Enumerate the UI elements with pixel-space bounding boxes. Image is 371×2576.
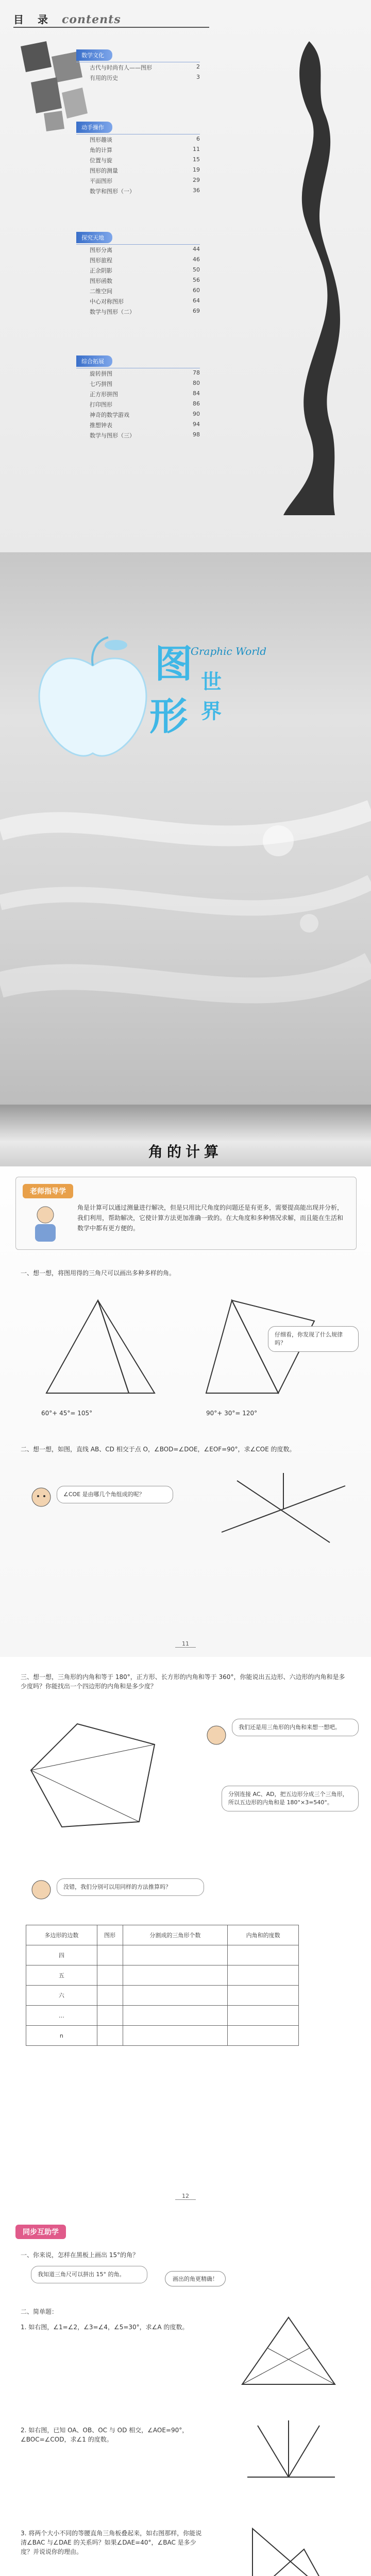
sync-practice-tag: 同步互助学 <box>15 2225 66 2239</box>
toc-section-tab[interactable]: 探究天地 <box>76 232 112 243</box>
teacher-figure-icon <box>25 1202 66 1244</box>
table-row: 五 <box>26 1965 299 1986</box>
toc-item[interactable]: 图形旅程 46 <box>90 256 200 264</box>
toc-divider <box>13 27 209 28</box>
toc-item[interactable]: 位置与旋 15 <box>90 156 200 164</box>
table-row: 六 <box>26 1986 299 2006</box>
cover-title-world: 世界 <box>201 670 222 723</box>
cover-title-en: Graphic World <box>191 645 267 657</box>
toc-item[interactable]: 七巧拼图 80 <box>90 380 200 387</box>
hint-bubble-a: 我们还是用三角形的内角和来想一想吧。 <box>232 1719 359 1736</box>
page-number: 11 <box>175 1640 196 1648</box>
table-header: 多边形的边数 <box>26 1925 97 1945</box>
figure-label-2: 90°+ 30°= 120° <box>206 1410 258 1417</box>
toc-page <box>0 0 371 552</box>
toc-item[interactable]: 数学与图形（三） 98 <box>90 431 200 439</box>
table-header: 内角和的度数 <box>228 1925 299 1945</box>
decorative-swirls-icon <box>0 769 371 1098</box>
triangle-figure-1 <box>237 2312 340 2389</box>
toc-item[interactable]: 图形的测量 19 <box>90 166 200 174</box>
chapter-title: 角的计算 <box>148 1143 223 1160</box>
intro-text: 角是计算可以通过测量进行解决，但是只用比尺角度的问题还是有更多，需要提高能出现并分析，我们利用，帮助解决，它使计算方法更加准确一致的。在大角度和多种情况求解，而且能在生活和数学中都有更方便的。 <box>77 1204 344 1232</box>
question-2: 二、简单题： <box>21 2308 58 2315</box>
figure-label-1: 60°+ 45°= 105° <box>41 1410 93 1417</box>
toc-item[interactable]: 二维空间 60 <box>90 287 200 295</box>
toc-section-3 <box>76 232 200 317</box>
question-2-1: 1. 如右图，∠1=∠2，∠3=∠4，∠5=30°，求∠A 的度数。 <box>21 2324 189 2331</box>
polygon-angle-page <box>0 1657 371 2209</box>
toc-item[interactable]: 神奇的数学游戏 90 <box>90 411 200 418</box>
question-2: 二、想一想，如图，直线 AB、CD 相交于点 O，∠BOD=∠DOE，∠EOF=90°，求∠COE 的度数。 <box>21 1446 296 1453</box>
toc-item[interactable]: 古代与时尚有人——图形 2 <box>90 63 200 71</box>
toc-section-tab[interactable]: 动手操作 <box>76 122 112 133</box>
question-3: 三、想一想，三角形的内角和等于 180°，正方形、长方形的内角和等于 360°，你能说出五边形、六边形的内角和是多少度吗？你能找出一个四边形的内角和是多少度？ <box>21 1673 345 1690</box>
student-face-icon <box>31 1878 52 1901</box>
hint-bubble-2: ∠COE 是由哪几个角组成的呢？ <box>57 1486 173 1503</box>
intersecting-lines-figure <box>216 1470 350 1548</box>
toc-item[interactable]: 推想钟表 94 <box>90 421 200 429</box>
question-2-3: 3. 将两个大小不同的等腰直角三角板叠起来，如右图那样，你能说清∠BAC 与∠DAE 的关系吗？如果∠DAE=40°，∠BAC 是多少度？并说说你的理由。 <box>21 2530 202 2555</box>
toc-section-4 <box>76 355 200 440</box>
toc-heading-en: contents <box>61 13 121 26</box>
angle-calc-page <box>0 1105 371 1657</box>
toc-section-1 <box>76 49 200 83</box>
sync-practice-page <box>0 2209 371 2576</box>
angle-figure-2 <box>237 2415 340 2493</box>
cover-title <box>149 642 267 739</box>
question-2-2: 2. 如右图，已知 OA、OB、OC 与 OD 相交，∠AOE=90°，∠BOC=∠COD，求∠1 的度数。 <box>21 2427 189 2443</box>
toc-item[interactable]: 正方形拼图 84 <box>90 390 200 398</box>
toc-item[interactable]: 打印图形 86 <box>90 400 200 408</box>
pentagon-figure <box>21 1714 175 1837</box>
hint-pill: 画出的角更精确！ <box>165 2271 226 2286</box>
toc-item[interactable]: 平面图形 29 <box>90 177 200 184</box>
toc-item[interactable]: 正余阴影 50 <box>90 266 200 274</box>
student-face-icon <box>31 1486 52 1509</box>
right-triangle-figure <box>242 2518 340 2576</box>
student-face-icon <box>206 1724 227 1747</box>
teacher-guide-tag: 老师指导学 <box>23 1184 73 1198</box>
toc-item[interactable]: 有用的历史 3 <box>90 74 200 81</box>
table-header: 图形 <box>97 1925 123 1945</box>
toc-item[interactable]: 中心对称图形 64 <box>90 297 200 305</box>
toc-item[interactable]: 数学和图形（一） 36 <box>90 187 200 195</box>
toc-item[interactable]: 旋转拼图 78 <box>90 369 200 377</box>
hint-bubble-1: 仔细看，你发现了什么规律吗？ <box>268 1326 359 1352</box>
hint-bubble-1: 我知道三角尺可以拼出 15° 的角。 <box>31 2266 147 2283</box>
toc-heading-cn: 目 录 <box>13 13 53 26</box>
toc-item[interactable]: 图形分离 44 <box>90 246 200 253</box>
question-1: 一、你来说，怎样在黑板上画出 15°的角？ <box>21 2251 139 2259</box>
dancer-silhouette-icon <box>263 31 356 526</box>
toc-section-tab[interactable]: 数学文化 <box>76 49 112 61</box>
toc-heading <box>13 11 121 26</box>
cover-title-char-1: 图 <box>155 642 193 686</box>
hint-bubble-b: 分别连接 AC、AD，把五边形分成三个三角形，所以五边形的内角和是 180°×3=540°。 <box>222 1786 359 1811</box>
table-row: 四 <box>26 1945 299 1965</box>
cover-title-char-2: 形 <box>149 694 188 739</box>
page-number: 12 <box>175 2193 196 2200</box>
table-row: n <box>26 2026 299 2046</box>
apple-icon <box>31 635 155 764</box>
table-row: … <box>26 2006 299 2026</box>
toc-item[interactable]: 角的计算 11 <box>90 146 200 154</box>
toc-item[interactable]: 数学与图形（二） 69 <box>90 308 200 315</box>
question-1: 一、想一想，将图用得的三角尺可以画出多种多样的角。 <box>21 1269 176 1277</box>
toc-item[interactable]: 图形趣谈 6 <box>90 135 200 143</box>
hint-bubble-c: 没错，我们分别可以用同样的方法推算吗？ <box>57 1878 204 1896</box>
polygon-table <box>26 1925 299 2046</box>
toc-section-2 <box>76 122 200 196</box>
table-header: 分割成的三角形个数 <box>123 1925 228 1945</box>
toc-item[interactable]: 图形函数 56 <box>90 277 200 284</box>
toc-section-tab[interactable]: 综合拓展 <box>76 355 112 367</box>
cover-page <box>0 552 371 1105</box>
